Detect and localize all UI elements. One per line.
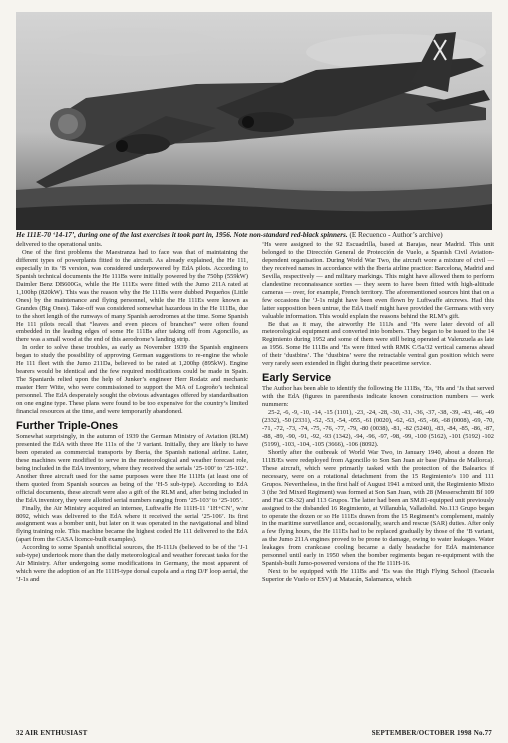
section-heading: Early Service	[262, 372, 332, 385]
he-111-bomber-image	[16, 12, 492, 230]
body-paragraph: ‘Hs were assigned to the 92 Escuadrilla, based at Barajas, near Madrid. This unit belonged to the Dirección General de Protección de Vuelo, a Spanish Civil Aviation-dependent organisation. During World War Two, the aircraft wore a mixture of civil — they received names in accordance with the Iberia airline practice: Barcelona, Madrid and Sevilla, respectively — and military markings. This might have allowed them to perform clandestine reconnaissance sorties — they seem to have been fitted with high-altitude cameras — over, for example, French territory. The aforementioned sources hint that on a few occasions the ‘J-1s might have been even flown by Luftwaffe aircrews. Had this latter supposition been untrue, the EdA itself might have provided the Germans with very valuable information. This would explain the reasons behind the RLM’s gift.	[262, 241, 494, 320]
body-paragraph: Somewhat surprisingly, in the autumn of 1939 the German Ministry of Aviation (RLM) presented the EdA with three He 111s of the ‘J variant. Initially, they are likely to have been operated as commercial transports by Iberia, the Spanish national airline. Later, these machines were modified to serve in the meteorological and weather forecast role, being included in the EdA inventory, where they received the serials ‘25-100’ to ‘25-102’. Another three aircraft used for the same purposes were thee He 111Hs (at least one of them quoted from Spanish sources as being of the ‘H-5 sub-type). According to EdA official documents, these aircraft were also a gift of the RLM and, after being included in the EdA inventory, they were allotted serial numbers ranging from ‘25-103’ to ‘25-105’.	[16, 432, 248, 504]
right-text-column	[262, 241, 494, 727]
footer-page-number: 32 AIR ENTHUSIAST	[16, 729, 88, 737]
body-paragraph: One of the first problems the Maestranza had to face was that of maintaining the different types of powerplants fitted to the aircraft. As already explained, the He 111, especially in its ‘B version, was considered underpowered by EdA pilots. According to Spanish technical documents the He 111Bs were initially powered by the 750hp (559kW) Daimler Benz DB600Gs, while the He 111Es were fitted with the Jumo 211A rated at 1,100hp (820kW). This was the reason why the He 111Bs were dubbed Pequeños (Little Ones) by the maintenance and flying personnel, while the He 111Es were known as Grandes (Big Ones). Take-off was considered somewhat hazardous in the He 111Bs, due to the short length of the runways of many Spanish aerodromes at the time. Some Spanish He 111 pilots recall that “leaves and even pieces of branches” were often found embedded in the leading edges of some He 111Bs after taking off from Agoncillo, as there was a small wood at the end of this aerodrome’s landing strip.	[16, 248, 248, 344]
page-footer	[16, 729, 492, 739]
body-paragraph: Shortly after the outbreak of World War Two, in January 1940, about a dozen He 111B/Es were redeployed from Agoncillo to Son San Juan air base (Palma de Mallorca). These aircraft, which were primarily tasked with the protection of the Balearics if necessary, were on a rotational detachment from the 15 Regimiento’s 110 and 111 Grupos. Nevertheless, in the first half of August 1941 a mixed unit, the Regimiento Mixto 3 (the 3rd Mixed Regiment) was formed at Son San Juan, with 28 (Messerschmitt Bf 109 and Fiat CR-32) and 113 Grupos. The latter had been an SM.81-equipped unit previously assigned to the disbanded 16 Regimiento, at Villanubla, Valladolid. No.113 Grupo began to operate the dozen or so He 111Es drawn from the 15 Regiment’s complement, mainly in the maritime surveillance and, occasionally, search and rescue (SAR) duties. After only a few flying hours, the He 111Es had to be replaced gradually by those of the ‘B variant, as the Jumo 211A engines proved to be prone to damage, owing to water leakages. Water leakages from crankcase cooling became a daily headache for EdA maintenance personnel until early in 1950 when the bomber regiments began re-equipment with the Spanish-built Jumo-powered versions of the He 111H-16.	[262, 448, 494, 568]
body-paragraph: Finally, the Air Ministry acquired an internee, Luftwaffe He 111H-11 ‘1H+CN’, w/nr 8092, which was delivered to the EdA where it received the serial ‘25-106’. Its first assignment was a bomber unit, but later on it was operated in the navigational and blind flying training role. This machine became the highest coded He 111 delivered to the EdA (apart from the CASA licence-built examples).	[16, 504, 248, 544]
body-paragraph: 25-2, -6, -9, -10, -14, -15 (1101), -23, -24, -28, -30, -31, -36, -37, -38, -39, -43, -46, -49 (2332), -50 (2331), -52, -53, -54, -055, -61 (0020), -62, -63, -65, -66, -68 (0008), -69, -70, -71, -72, -73, -74, -75, -76, -77, -79, -80 (0038), -81, -82 (5240), -83, -84, -85, -86, -87, -88, -89, -90, -91, -92, -93 (1342), -94, -96, -97, -98, -99, -100 (5162), -101 (5192) -102 (5199), -103, -104, -105 (3666), -106 (8092).	[262, 409, 494, 448]
footer-issue: SEPTEMBER/OCTOBER 1998 No.77	[371, 729, 492, 737]
body-paragraph: delivered to the operational units.	[16, 241, 103, 248]
photo-caption	[16, 231, 492, 240]
body-paragraph: In order to solve these troubles, as early as November 1939 the Spanish engineers began to study the possibility of approving German suggestions to re-engine the whole He 111 fleet with the Jumo 211Da, believed to be rated at 1,200hp (895kW). Engine bearers would be identical and the few required modifications could be made in Spain. The Spaniards relied upon the help of Junker’s engineer Herr Rodatz and mechanic master Herr Witte, who were commissioned to support the MA of Logroño’s technical personnel. The EdA desperately sought the obvious advantages offered by standardisation on one engine type. These plans were found to be too expensive for the country’s limited financial resources at the time, and were temporarily abandoned.	[16, 344, 248, 416]
body-paragraph: Next to be equipped with He 111Bs and ‘Es was the High Flying School (Escuela Superior de Vuelo or ESV) at Matacán, Salamanca, which	[262, 568, 494, 584]
body-paragraph: Be that as it may, the airworthy He 111Js and ‘Hs were later devoid of all meteorological equipment and converted into bombers. They began to be issued to the 14 Regimiento during 1952 and some of them were still being operated at Valenzuela as late as 1956. Some He 111Bs and ‘Es were fitted with RMK C/5a/32 vertical cameras ahead of their ‘dustbins’. The ‘dustbins’ were the retractable ventral gun position which were very rarely seen extended in flight during their peacetime service.	[262, 320, 494, 368]
body-paragraph: According to some Spanish unofficial sources, the H-111Js (believed to be of the ‘J-1 sub-type) undertook more than the daily meteorological and weather forecast tasks for the Air Ministry. After undergoing some modifications in Germany, the most apparent of which were the adoption of an He 111H-type dorsal cupola and a ring D/F loop aerial, the ‘J-1s and	[16, 544, 248, 584]
caption-text: He 111E-70 ‘14-17’, during one of the last exercises it took part in, 1956. Note non-standard red-black spinners.	[16, 231, 348, 239]
body-paragraph: The Author has been able to identify the following He 111Bs, ‘Es, ‘Hs and ‘Js that served with the EdA (figures in parenthesis indicate known construction numbers — werk nummern:	[262, 385, 494, 409]
left-text-column	[16, 241, 248, 727]
aircraft-photo	[16, 12, 492, 230]
caption-credit: (E Recuenco - Author’s archive)	[349, 231, 443, 239]
section-heading: Further Triple-Ones	[16, 419, 119, 432]
